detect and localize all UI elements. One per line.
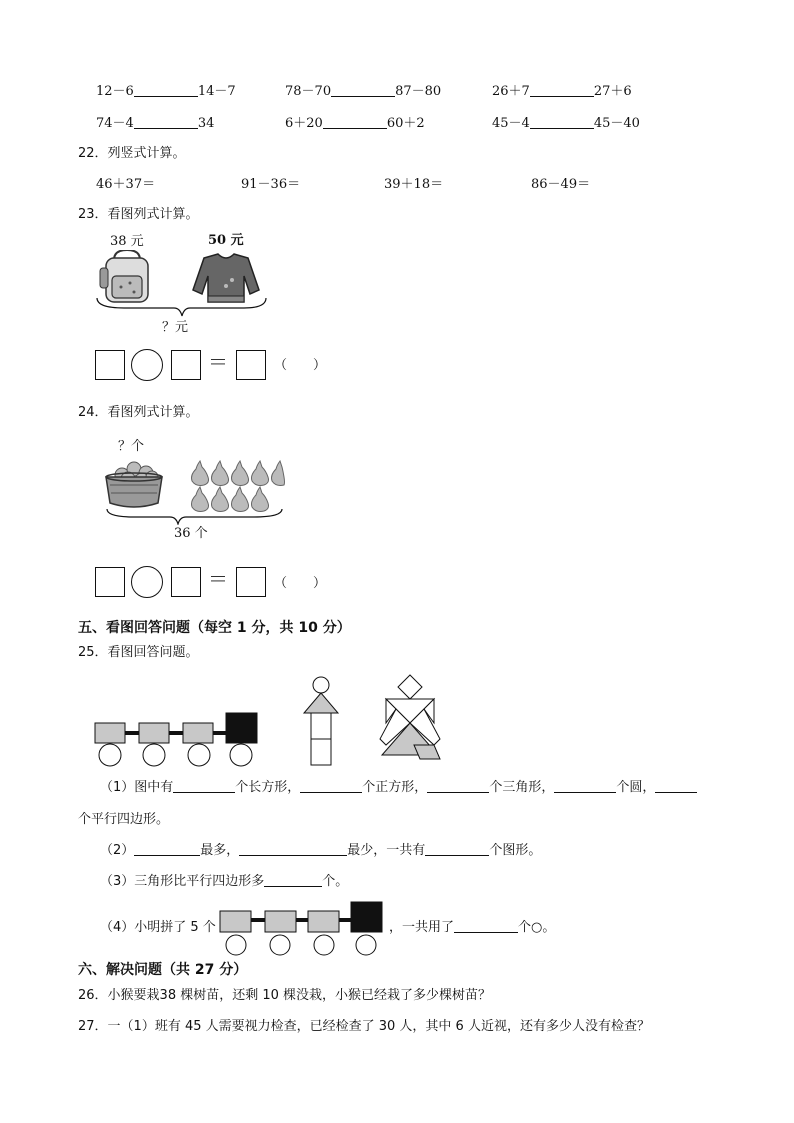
tangram-person-figure [380, 675, 440, 759]
q25-part-3: （3）三角形比平行四边形多 个。 [100, 874, 349, 889]
answer-blank[interactable] [427, 780, 489, 793]
answer-blank[interactable] [530, 116, 594, 129]
answer-box[interactable] [171, 567, 201, 597]
answer-blank[interactable] [530, 84, 594, 97]
q25-part-2: （2） 最多， 最少，一共有 个图形。 [100, 843, 542, 858]
unit-paren: （ ） [274, 576, 327, 591]
q25-part-4b: ，一共用了 个○。 [389, 920, 556, 935]
basket-count-label: ？个 [118, 439, 145, 454]
answer-blank[interactable] [134, 116, 198, 129]
section-5-heading: 五、看图回答问题（每空 1 分，共 10 分） [78, 620, 351, 636]
answer-blank[interactable] [239, 843, 347, 856]
question-25-title: 25．看图回答问题。 [78, 645, 199, 660]
robot-figure [304, 677, 338, 765]
q25-part-1-cont: 个平行四边形。 [78, 812, 170, 827]
section-6-heading: 六、解决问题（共 27 分） [78, 962, 248, 978]
total-count-label: 36 个 [174, 526, 208, 541]
question-22-title: 22．列竖式计算。 [78, 146, 186, 161]
backpack-icon [100, 250, 148, 302]
pear-icon [192, 461, 285, 512]
compare-item: 12－6 14－7 [96, 84, 236, 99]
answer-blank[interactable] [655, 780, 697, 793]
answer-box[interactable] [171, 350, 201, 380]
answer-blank[interactable] [173, 780, 235, 793]
question-23-title: 23．看图列式计算。 [78, 207, 199, 222]
train-figure-small [218, 900, 388, 960]
equals-sign: ＝ [208, 567, 228, 591]
sweater-price-label: 50 元 [208, 233, 244, 248]
calc-item: 46＋37＝ [96, 177, 156, 192]
answer-blank[interactable] [134, 84, 198, 97]
shapes-figure [92, 673, 442, 773]
answer-blank[interactable] [425, 843, 489, 856]
pears-figure [104, 455, 286, 525]
q25-part-1: （1）图中有 个长方形， 个正方形， 个三角形， 个圆， [100, 780, 697, 796]
answer-blank[interactable] [554, 780, 616, 793]
compare-item: 74－4 34 [96, 116, 215, 131]
answer-blank[interactable] [454, 920, 518, 933]
answer-blank[interactable] [323, 116, 387, 129]
calc-item: 86－49＝ [531, 177, 591, 192]
calc-item: 39＋18＝ [384, 177, 444, 192]
bag-price-label: 38 元 [110, 234, 144, 249]
operator-circle[interactable] [131, 349, 163, 381]
total-price-label: ？元 [162, 320, 189, 335]
answer-blank[interactable] [300, 780, 362, 793]
compare-item: 26＋7 27＋6 [492, 84, 632, 99]
unit-paren: （ ） [274, 358, 327, 373]
equals-sign: ＝ [208, 350, 228, 374]
answer-box[interactable] [95, 350, 125, 380]
answer-blank[interactable] [134, 843, 200, 856]
operator-circle[interactable] [131, 566, 163, 598]
answer-blank[interactable] [331, 84, 395, 97]
answer-blank[interactable] [264, 874, 322, 887]
question-27: 27．一（1）班有 45 人需要视力检查，已经检查了 30 人，其中 6 人近视，还有多少人没有检查？ [78, 1019, 650, 1034]
calc-item: 91－36＝ [241, 177, 301, 192]
basket-of-pears-icon [106, 462, 162, 507]
answer-box[interactable] [236, 567, 266, 597]
compare-item: 45－4 45－40 [492, 116, 640, 131]
train-figure [95, 713, 257, 766]
question-24-title: 24．看图列式计算。 [78, 405, 199, 420]
compare-item: 78－70 87－80 [285, 84, 442, 99]
compare-item: 6＋20 60＋2 [285, 116, 425, 131]
backpack-sweater-figure [94, 250, 274, 320]
answer-box[interactable] [236, 350, 266, 380]
question-26: 26．小猴要栽38 棵树苗，还剩 10 棵没栽，小猴已经栽了多少棵树苗？ [78, 988, 492, 1003]
q25-part-4a: （4）小明拼了 5 个 [100, 920, 216, 935]
answer-box[interactable] [95, 567, 125, 597]
sweater-icon [193, 254, 259, 302]
